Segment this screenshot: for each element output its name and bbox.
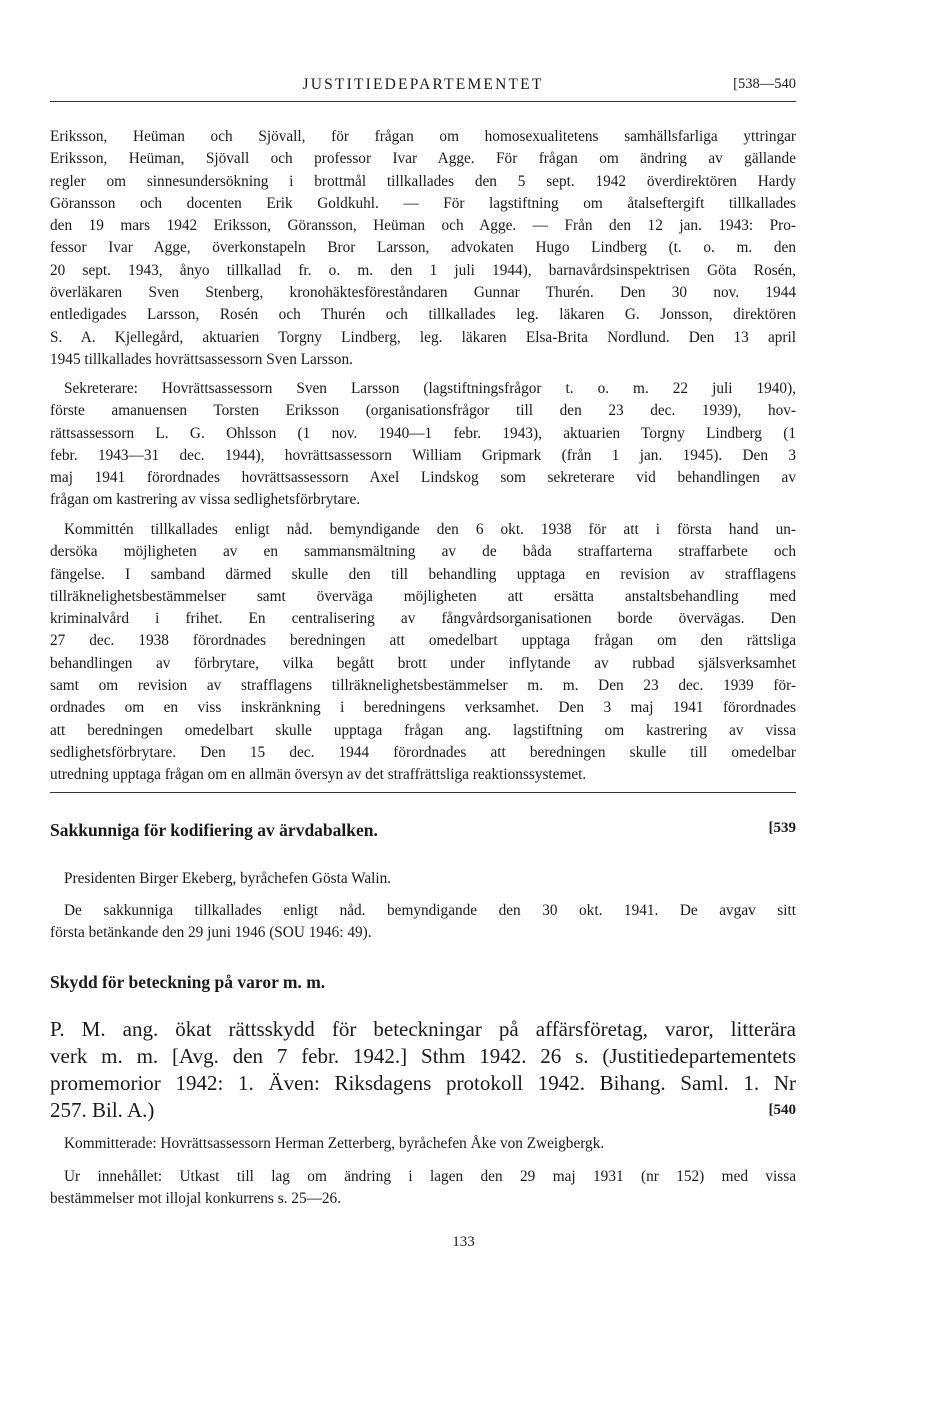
section-539-members bbox=[50, 868, 796, 890]
text-line: Eriksson, Heüman och Sjövall, för frågan om homosexualitetens samhällsfarliga yttringar bbox=[50, 128, 796, 145]
text-line: tillräknelighetsbestämmelser samt överväga möjligheten att ersätta anstaltsbehandling med bbox=[50, 587, 796, 605]
paragraph-members bbox=[50, 126, 796, 371]
section-rule bbox=[50, 792, 796, 793]
text-line: 27 dec. 1938 förordnades beredningen att omedelbart upptaga frågan om den rättsliga bbox=[50, 632, 796, 650]
text-line: Presidenten Birger Ekeberg, byråchefen Gösta Walin. bbox=[64, 870, 392, 887]
section-heading-539 bbox=[50, 820, 796, 841]
paragraph-mandate bbox=[50, 519, 796, 787]
section-540-members bbox=[50, 1133, 796, 1155]
publication-entry bbox=[50, 1016, 796, 1124]
text-line: 257. Bil. A.) bbox=[50, 1098, 155, 1122]
text-line: regler om sinnesundersökning i brottmål tillkallades den 5 sept. 1942 överdirektören Hardy bbox=[50, 172, 796, 190]
text-line: P. M. ang. ökat rättsskydd för beteckningar på affärsföretag, varor, litterära bbox=[50, 1017, 796, 1041]
text-line: behandlingen av förbrytare, vilka begått brott under inflytande av rubbad själsverksamhet bbox=[50, 654, 796, 672]
section-heading-text: Sakkunniga för kodifiering av ärvdabalken. bbox=[50, 820, 378, 840]
text-line: entledigades Larsson, Rosén och Thurén och tillkallades leg. läkaren G. Jonsson, direktören bbox=[50, 306, 796, 324]
text-line: första betänkande den 29 juni 1946 (SOU 1946: 49). bbox=[50, 924, 372, 942]
page-number: 133 bbox=[452, 1234, 475, 1250]
text-line: Eriksson, Heüman, Sjövall och professor Ivar Agge. För frågan om ändring av gällande bbox=[50, 150, 796, 168]
paragraph-secretaries bbox=[50, 378, 796, 512]
text-line: Göransson och docenten Erik Goldkuhl. — För lagstiftning om åtalseftergift tillkallades bbox=[50, 194, 796, 212]
text-line: frågan om kastrering av vissa sedlighetsförbrytare. bbox=[50, 491, 361, 509]
text-line: febr. 1943—31 dec. 1944), hovrättsassessorn William Gripmark (från 1 jan. 1945). Den 3 bbox=[50, 446, 796, 464]
text-line: Kommittén tillkallades enligt nåd. bemyndigande den 6 okt. 1938 för att i första hand un- bbox=[64, 521, 796, 538]
text-line: verk m. m. [Avg. den 7 febr. 1942.] Sthm 1942. 26 s. (Justitiedepartementets bbox=[50, 1044, 796, 1068]
section-heading-text: Skydd för beteckning på varor m. m. bbox=[50, 972, 326, 992]
text-line: rättsassessorn L. G. Ohlsson (1 nov. 1940—1 febr. 1943), aktuarien Torgny Lindberg (1 bbox=[50, 424, 796, 442]
text-line: sedlighetsförbrytare. Den 15 dec. 1944 förordnades att beredningen skulle till omedelbar bbox=[50, 743, 796, 761]
text-line: dersöka möjligheten av en sammansmältning av de båda straffarterna straffarbete och bbox=[50, 543, 796, 561]
section-heading-540 bbox=[50, 972, 796, 993]
running-header-range: [538—540 bbox=[733, 76, 796, 92]
text-line: promemorior 1942: 1. Även: Riksdagens protokoll 1942. Bihang. Saml. 1. Nr bbox=[50, 1071, 796, 1095]
text-line: den 19 mars 1942 Eriksson, Göransson, Heüman och Agge. — Från den 12 jan. 1943: Pro- bbox=[50, 217, 796, 235]
text-line: att beredningen omedelbart skulle upptaga frågan ang. lagstiftning om kastrering av vissa bbox=[50, 721, 796, 739]
section-540-contents bbox=[50, 1166, 796, 1211]
running-header-title: JUSTITIEDEPARTEMENTET bbox=[302, 76, 544, 93]
text-line: Ur innehållet: Utkast till lag om ändring i lagen den 29 maj 1931 (nr 152) med vissa bbox=[64, 1168, 796, 1185]
text-line: fängelse. I samband därmed skulle den till behandling upptaga en revision av strafflagens bbox=[50, 565, 796, 583]
text-line: Sekreterare: Hovrättsassessorn Sven Larsson (lagstiftningsfrågor t. o. m. 22 juli 1940), bbox=[64, 380, 796, 397]
section-ref: [539 bbox=[768, 820, 796, 836]
text-line: samt om revision av strafflagens tillräknelighetsbestämmelser m. m. Den 23 dec. 1939 för- bbox=[50, 677, 796, 695]
section-ref: [540 bbox=[768, 1102, 796, 1118]
text-line: kriminalvård i frihet. En centralisering av fångvårdsorganisationen borde övervägas. Den bbox=[50, 610, 796, 628]
text-line: S. A. Kjellegård, aktuarien Torgny Lindberg, leg. läkaren Elsa-Brita Nordlund. Den 13 april bbox=[50, 328, 796, 346]
text-line: ordnades om en viss inskränkning i beredningens verksamhet. Den 3 maj 1941 förordnades bbox=[50, 699, 796, 717]
section-539-body bbox=[50, 900, 796, 945]
text-line: maj 1941 förordnades hovrättsassessorn Axel Lindskog som sekreterare vid behandlingen av bbox=[50, 469, 796, 487]
text-line: 20 sept. 1943, ånyo tillkallad fr. o. m. den 1 juli 1944), barnavårdsinspektrisen Göta Rosén, bbox=[50, 261, 796, 279]
text-line: utredning upptaga frågan om en allmän översyn av det straffrättsliga reaktionssystemet. bbox=[50, 766, 587, 784]
text-line: fessor Ivar Agge, överkonstapeln Bror Larsson, advokaten Hugo Lindberg (t. o. m. den bbox=[50, 239, 796, 257]
text-line: Kommitterade: Hovrättsassessorn Herman Zetterberg, byråchefen Åke von Zweigbergk. bbox=[64, 1135, 605, 1152]
header-rule bbox=[50, 101, 796, 102]
running-header bbox=[50, 76, 796, 98]
text-line: 1945 tillkallades hovrättsassessorn Sven Larsson. bbox=[50, 350, 353, 368]
text-line: överläkaren Sven Stenberg, kronohäktesföreståndaren Gunnar Thurén. Den 30 nov. 1944 bbox=[50, 284, 796, 302]
text-line: De sakkunniga tillkallades enligt nåd. bemyndigande den 30 okt. 1941. De avgav sitt bbox=[64, 902, 796, 919]
text-line: förste amanuensen Torsten Eriksson (organisationsfrågor till den 23 dec. 1939), hov- bbox=[50, 402, 796, 420]
text-line: bestämmelser mot illojal konkurrens s. 25—26. bbox=[50, 1190, 342, 1208]
